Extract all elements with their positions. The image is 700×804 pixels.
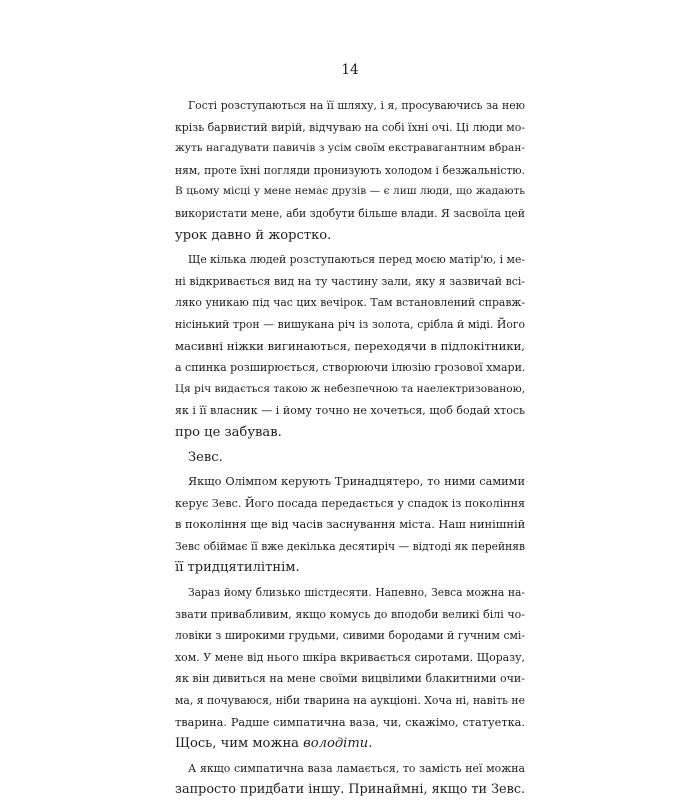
text-line: запросто придбати іншу. Принаймні, якщо ти Зевс.	[175, 782, 526, 798]
paragraph	[175, 758, 525, 801]
text-line: ні відкривається вид на ту частину зали, яку я зазвичай всі-	[175, 274, 525, 288]
text-line: хом. У мене від нього шкіра вкривається сиротами. Щоразу,	[175, 650, 525, 664]
text-line: Якщо Олімпом керують Тринадцятеро, то ними самими	[188, 475, 525, 489]
page-number: 14	[341, 62, 359, 78]
paragraph	[175, 471, 525, 579]
text-line: Гості розступаються на її шляху, і я, просуваючись за нею	[188, 99, 525, 112]
text-line: в покоління ще від часів заснування міста. Наш нинішній	[175, 517, 526, 532]
text-line: жуть нагадувати павичів з усім своїм екстравагантним вбран-	[175, 142, 525, 155]
text-line: про це забував.	[175, 424, 282, 440]
text-line: масивні ніжки вигинаються, переходячи в підлокітники,	[175, 338, 525, 353]
paragraph	[175, 249, 525, 443]
text-line: Ця річ видається такою ж небезпечною та наелектризованою,	[175, 382, 526, 395]
text-line: тварина. Радше симпатична ваза, чи, скажімо, статуетка.	[175, 715, 525, 729]
text-line-with-italic	[175, 733, 525, 755]
text-segment: .	[368, 736, 373, 752]
text-line: А якщо симпатична ваза ламається, то замість неї можна	[188, 761, 525, 775]
text-line: В цьому місці у мене немає друзів — є лиш люди, що жадають	[175, 185, 525, 198]
text-line: крізь барвистий вирій, відчуваю на собі їхні очі. Ці люди мо-	[175, 120, 525, 134]
text-line: ма, я почуваюся, ніби тварина на аукціоні. Хоча ні, навіть не	[175, 694, 525, 708]
text-line: використати мене, аби здобути більше влади. Я засвоїла цей	[175, 206, 525, 220]
text-line: Зевс.	[188, 449, 223, 465]
paragraph	[175, 447, 525, 469]
body-text	[175, 95, 525, 804]
italic-word: володіти	[303, 736, 369, 752]
text-line: Зараз йому близько шістдесяти. Напевно, Зевса можна на-	[188, 586, 525, 600]
text-line: як і її власник — і йому точно не хочеться, щоб бодай хтось	[175, 404, 525, 418]
text-line: ням, проте їхні погляди пронизують холодом і безжальністю.	[175, 163, 525, 177]
text-line: ляко уникаю під час цих вечірок. Там встановлений справж-	[175, 296, 525, 310]
text-line: як він дивиться на мене своїми вицвілими блакитними очи-	[175, 672, 525, 686]
paragraph	[175, 95, 525, 246]
text-segment: Щось, чим можна	[175, 736, 304, 752]
text-line: керує Зевс. Його посада передається у спадок із покоління	[175, 496, 525, 510]
text-line: нісінький трон — вишукана річ із золота, срібла й міді. Його	[175, 317, 525, 331]
text-line: ловіки з широкими грудьми, сивими бородами й гучним смі-	[175, 629, 525, 643]
text-line: а спинка розширюється, створюючи ілюзію грозової хмари.	[175, 361, 526, 375]
text-line: її тридцятилітнім.	[175, 560, 300, 576]
paragraph	[175, 582, 525, 755]
text-line: Ще кілька людей розступаються перед моєю матір'ю, і ме-	[188, 253, 525, 267]
text-line: Зевс обіймає її вже декілька десятиріч — відтоді як перейняв	[175, 539, 525, 553]
text-line: звати привабливим, якщо комусь до вподоби великі білі чо-	[175, 607, 525, 621]
text-line: урок давно й жорстко.	[175, 227, 332, 243]
